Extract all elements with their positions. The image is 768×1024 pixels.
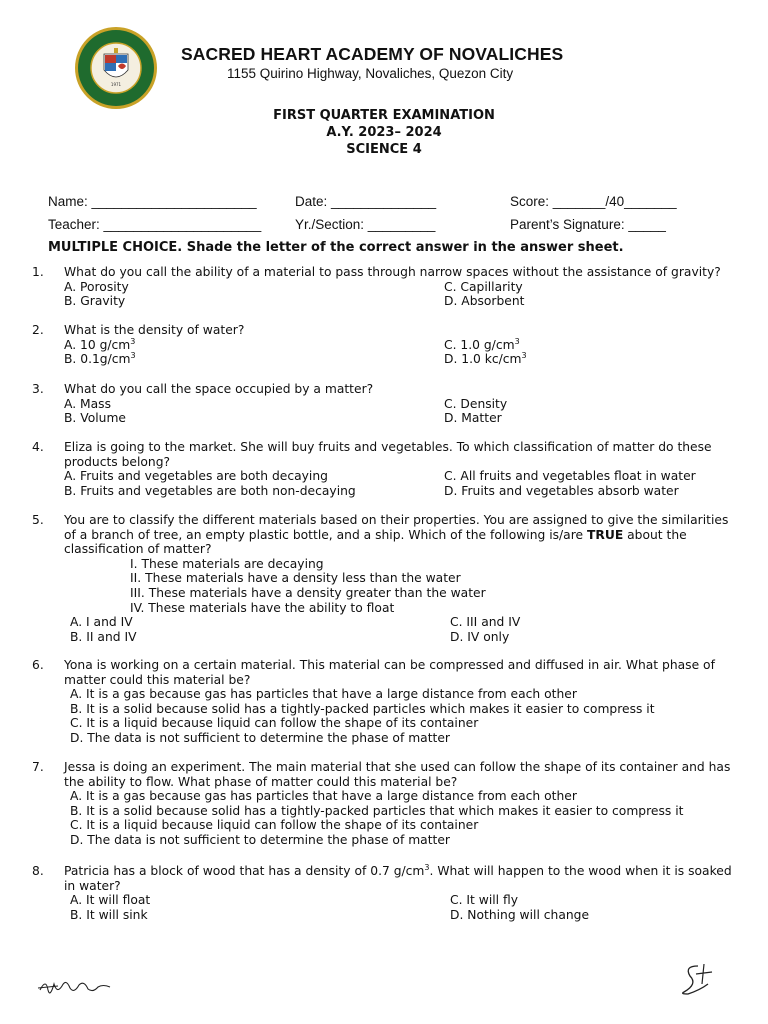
option-d: D. IV only (450, 629, 510, 644)
statement-iv: IV. These materials have the ability to float (130, 600, 395, 615)
school-name: SACRED HEART ACADEMY OF NOVALICHES (181, 44, 564, 64)
option-a: A. Fruits and vegetables are both decaying (64, 469, 328, 484)
option-c: C. All fruits and vegetables float in water (444, 469, 696, 484)
option-c: C. It will fly (450, 893, 518, 908)
option-b: B. Volume (64, 411, 126, 426)
option-b: B. Fruits and vegetables are both non-decaying (64, 483, 356, 498)
option-d: D. Absorbent (444, 294, 525, 309)
exam-subject: SCIENCE 4 (346, 142, 422, 157)
option-c: C. Capillarity (444, 279, 523, 294)
option-c: C. It is a liquid because liquid can follow the shape of its container (70, 818, 479, 833)
statement-iii: III. These materials have a density greater than the water (130, 585, 486, 600)
option-a: A. Mass (64, 396, 111, 411)
option-a: A. It will float (70, 893, 151, 908)
option-a: A. I and IV (70, 615, 133, 630)
question-2: 2. What is the density of water? A. 10 $g/cm^3$ C. 1.0 $g/cm^3$ B. $0.1g/cm^3$ D. 1.0 $kc/cm^3$ (32, 323, 527, 367)
option-b: B. II and IV (70, 629, 137, 644)
question-6: 6. Yona is working on a certain material. This material can be compressed and diffused in air. What phase of matter could this material be? A. It is a gas because gas has particles that have a large distance from each other B. It is a solid because solid has a tightly-packed particles which makes it easier to compress it C. It is a liquid because liquid can follow the shape of its container D. The data is not sufficient to determine the phase of matter (48, 658, 738, 746)
option-d: D. Fruits and vegetables absorb water (444, 483, 679, 498)
score-field[interactable]: Score: _______/40_______ (510, 194, 677, 209)
instructions: MULTIPLE CHOICE. Shade the letter of the correct answer in the answer sheet. (48, 240, 624, 255)
option-d: D. Nothing will change (450, 907, 590, 922)
question-4: 4. Eliza is going to the market. She will buy fruits and vegetables. To which classification of matter do these products belong? A. Fruits and vegetables are both decaying C. All fruits and vegetables float in water B. Fruits and vegetables are both non-decaying D. Fruits and vegetables absorb water (32, 440, 712, 498)
option-d: D. Matter (444, 411, 502, 426)
exam-title: FIRST QUARTER EXAMINATION (273, 108, 495, 123)
option-b: B. $0.1g/cm^3$ (64, 351, 136, 367)
option-c: C. 1.0 $g/cm^3$ (444, 336, 520, 352)
question-5: 5. You are to classify the different materials based on their properties. You are assigned to give the similarities of a branch of tree, an empty plastic bottle, and a ship. Which of the following is/are TRUE about the classification of matter? I. These materials are decaying II. These materials have a density less than the water III. These materials have a density greater than the water IV. These materials have the ability to float A. I and IV C. III and IV B. II and IV D. IV only (48, 513, 738, 644)
statement-ii: II. These materials have a density less than the water (130, 571, 461, 586)
parent-signature-field[interactable]: Parent’s Signature: _____ (510, 217, 666, 232)
option-a: A. Porosity (64, 279, 129, 294)
school-address: 1155 Quirino Highway, Novaliches, Quezon City (227, 66, 514, 81)
option-a: A. It is a gas because gas has particles that have a large distance from each other (70, 687, 577, 702)
name-field[interactable]: Name: ______________________ (48, 194, 257, 209)
svg-text:1971: 1971 (110, 82, 122, 87)
option-b: B. It is a solid because solid has a tightly-packed particles which makes it easier to compress it (70, 701, 655, 716)
option-b: B. Gravity (64, 294, 126, 309)
option-c: C. III and IV (450, 615, 521, 630)
option-c: C. It is a liquid because liquid can follow the shape of its container (70, 716, 479, 731)
option-c: C. Density (444, 396, 508, 411)
teacher-field[interactable]: Teacher: _____________________ (48, 217, 262, 232)
left-signature (36, 972, 116, 1002)
question-8: 8. Patricia has a block of wood that has a density of 0.7 $g/cm^3$. What will happen to the wood when it is soaked in water? A. It will float C. It will fly B. It will sink D. Nothing will change (32, 862, 732, 922)
section-field[interactable]: Yr./Section: _________ (295, 217, 436, 232)
option-d: D. The data is not sufficient to determine the phase of matter (70, 832, 450, 847)
academic-year: A.Y. 2023– 2024 (326, 125, 442, 140)
option-b: B. It will sink (70, 907, 148, 922)
question-7: 7. Jessa is doing an experiment. The main material that she used can follow the shape of its container and has the ability to flow. What phase of matter could this material be? A. It is a gas because gas has particles that have a large distance from each other B. It is a solid because solid has a tightly-packed particles that which makes it easier to compress it C. It is a liquid because liquid can follow the shape of its container D. The data is not sufficient to determine the phase of matter (48, 760, 738, 848)
option-d: D. The data is not sufficient to determine the phase of matter (70, 730, 450, 745)
question-1: 1. What do you call the ability of a material to pass through narrow spaces without the assistance of gravity? A. Porosity C. Capillarity B. Gravity D. Absorbent (32, 265, 721, 309)
right-signature (676, 960, 716, 998)
option-b: B. It is a solid because solid has a tightly-packed particles that which makes it easier to compress it (70, 803, 684, 818)
option-a: A. It is a gas because gas has particles that have a large distance from each other (70, 789, 577, 804)
statement-i: I. These materials are decaying (130, 556, 324, 571)
date-field[interactable]: Date: ______________ (295, 194, 437, 209)
question-3: 3. What do you call the space occupied by a matter? A. Mass C. Density B. Volume D. Matter (32, 382, 508, 426)
option-d: D. 1.0 $kc/cm^3$ (444, 351, 527, 367)
school-seal-logo (74, 26, 158, 110)
option-a: A. 10 $g/cm^3$ (64, 336, 136, 352)
